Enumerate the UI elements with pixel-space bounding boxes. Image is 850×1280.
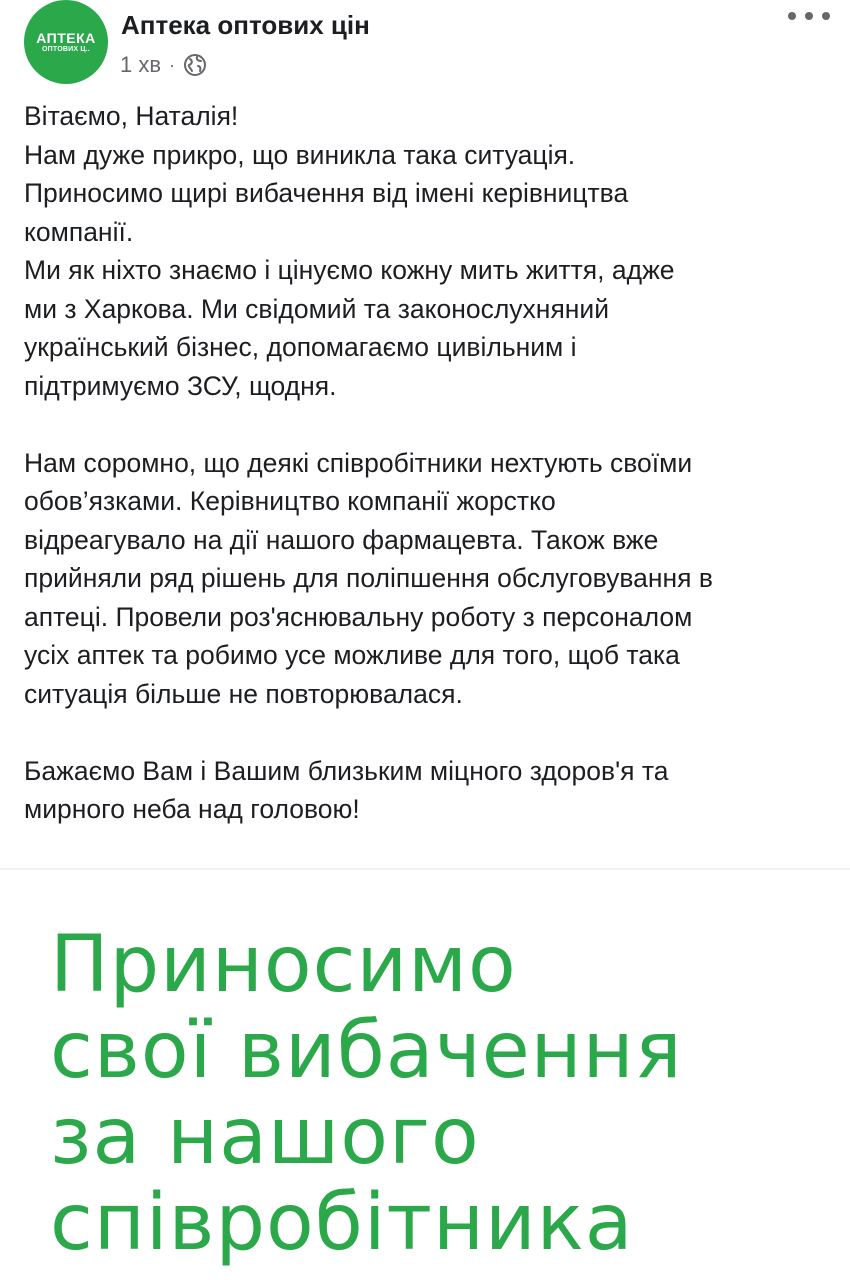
- post-line: український бізнес, допомагаємо цивільним і: [24, 332, 577, 362]
- post-header: [0, 0, 850, 90]
- post-line: мирного неба над головою!: [24, 794, 360, 824]
- paragraph-gap: [24, 713, 830, 752]
- globe-icon[interactable]: [183, 53, 207, 77]
- image-heading: [50, 922, 683, 1266]
- page-name-link[interactable]: Аптека оптових цін: [121, 10, 370, 40]
- post-line: ситуація більше не повторювалася.: [24, 678, 463, 709]
- paragraph-gap: [24, 405, 830, 444]
- post-line: Нам дуже прикро, що виникла така ситуація.: [24, 139, 576, 170]
- avatar-logo-line2: ОПТОВИХ Ц..: [42, 45, 90, 53]
- image-heading-line: свої вибачення: [50, 1006, 683, 1096]
- post-message: [24, 97, 830, 829]
- post-line: аптеці. Провели роз'яснювальну роботу з персоналом: [24, 601, 693, 632]
- post-meta: [120, 52, 207, 78]
- post-line: Бажаємо Вам і Вашим близьким міцного здоров'я та: [24, 755, 669, 786]
- post-line: ми з Харкова. Ми свідомий та законослухняний: [24, 293, 610, 324]
- more-horizontal-icon[interactable]: [788, 6, 830, 26]
- avatar-logo-line1: АПТЕКА: [36, 29, 96, 46]
- post-line: усіх аптек та робимо усе можливе для того, щоб така: [24, 640, 680, 670]
- post-line: компанії.: [24, 216, 134, 247]
- post-line: Ми як ніхто знаємо і цінуємо кожну мить життя, адже: [24, 255, 675, 285]
- post-line: підтримуємо ЗСУ, щодня.: [24, 370, 337, 401]
- post-line: прийняли ряд рішень для поліпшення обслуговування в: [24, 563, 713, 593]
- post-line: відреагувало на дії нашого фармацевта. Також вже: [24, 524, 659, 555]
- page-avatar[interactable]: [24, 0, 108, 84]
- meta-separator: ·: [169, 54, 176, 75]
- image-heading-line: Приносимо: [50, 920, 517, 1010]
- image-heading-line: співробітника: [50, 1178, 634, 1268]
- post-line: обов’язками. Керівництво компанії жорстко: [24, 486, 556, 516]
- post-line: Вітаємо, Наталія!: [24, 101, 239, 131]
- post-image[interactable]: [0, 870, 850, 1280]
- image-heading-line: за нашого: [50, 1092, 480, 1182]
- post-line: Нам соромно, що деякі співробітники нехтують своїми: [24, 447, 693, 478]
- post-timestamp[interactable]: 1 хв: [120, 52, 162, 77]
- post-line: Приносимо щирі вибачення від імені керівництва: [24, 178, 629, 208]
